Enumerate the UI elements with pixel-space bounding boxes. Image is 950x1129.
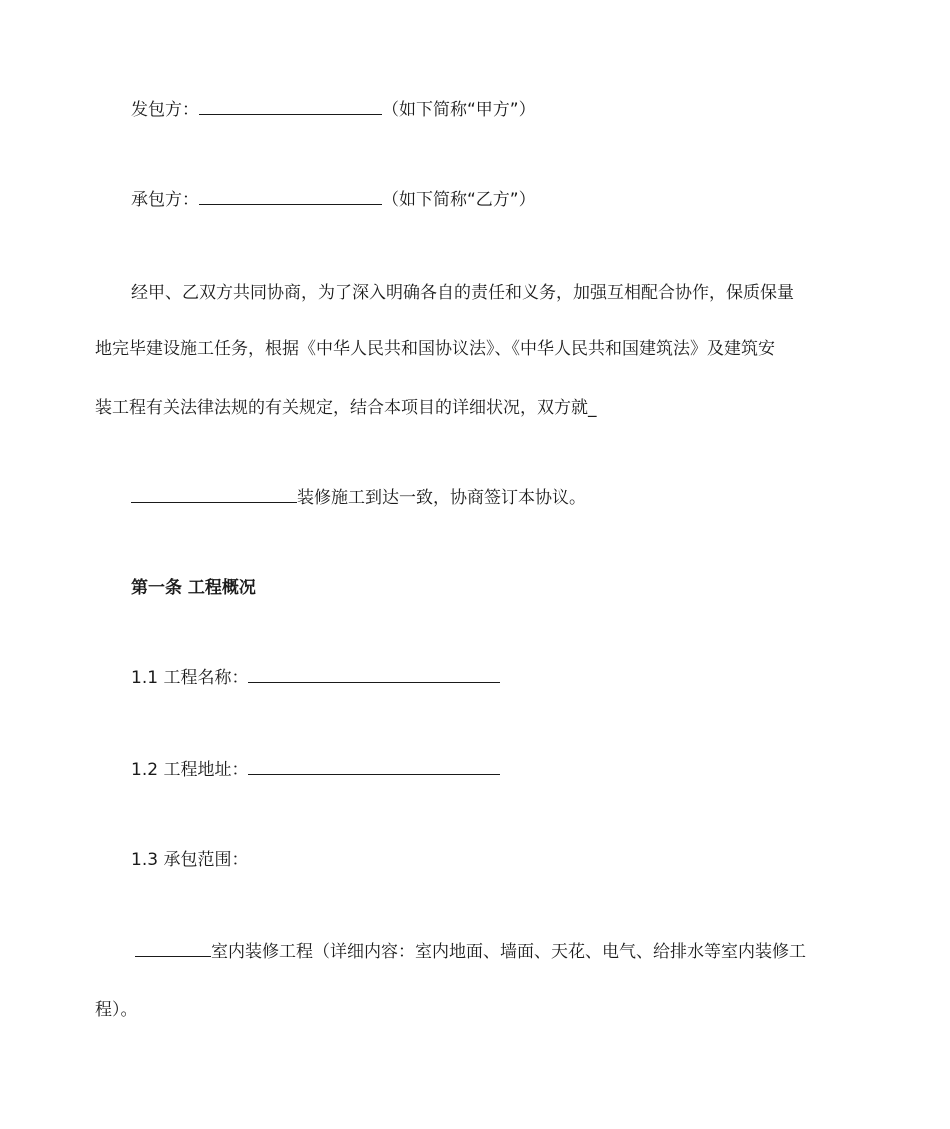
item-1-3-line: 1.3 承包范围： xyxy=(131,850,249,870)
party-a-line xyxy=(131,98,536,122)
party-a-label: 发包方： xyxy=(131,100,199,120)
item-1-2-line xyxy=(131,758,500,782)
item-1-1-line xyxy=(131,666,500,690)
party-b-line xyxy=(131,188,536,212)
scope-line-1 xyxy=(135,940,806,964)
preamble-line-3: 装工程有关法律法规的有关规定，结合本项目的详细状况，双方就_ xyxy=(95,398,597,418)
article-1-heading: 第一条 工程概况 xyxy=(131,578,256,598)
party-b-label: 承包方： xyxy=(131,190,199,210)
preamble-line-4 xyxy=(131,486,586,510)
project-name-label: 1.1 工程名称： xyxy=(131,668,249,688)
party-a-blank[interactable] xyxy=(199,98,382,115)
party-b-suffix: （如下简称“乙方”） xyxy=(382,190,536,210)
scope-line-2: 程）。 xyxy=(95,1000,138,1020)
party-b-blank[interactable] xyxy=(199,188,382,205)
project-address-blank[interactable] xyxy=(248,758,500,775)
scope-line-1-suffix: 室内装修工程（详细内容：室内地面、墙面、天花、电气、给排水等室内装修工 xyxy=(211,942,806,962)
project-address-label: 1.2 工程地址： xyxy=(131,760,249,780)
preamble-line-2: 地完毕建设施工任务，根据《中华人民共和国协议法》、《中华人民共和国建筑法》及建筑安 xyxy=(95,339,775,359)
project-name-blank[interactable] xyxy=(248,666,500,683)
scope-blank[interactable] xyxy=(135,940,211,957)
preamble-line-4-suffix: 装修施工到达一致，协商签订本协议。 xyxy=(297,488,586,508)
party-a-suffix: （如下简称“甲方”） xyxy=(382,100,536,120)
preamble-line-1: 经甲、乙双方共同协商，为了深入明确各自的责任和义务，加强互相配合协作，保质保量 xyxy=(131,283,794,303)
project-blank[interactable] xyxy=(131,486,297,503)
